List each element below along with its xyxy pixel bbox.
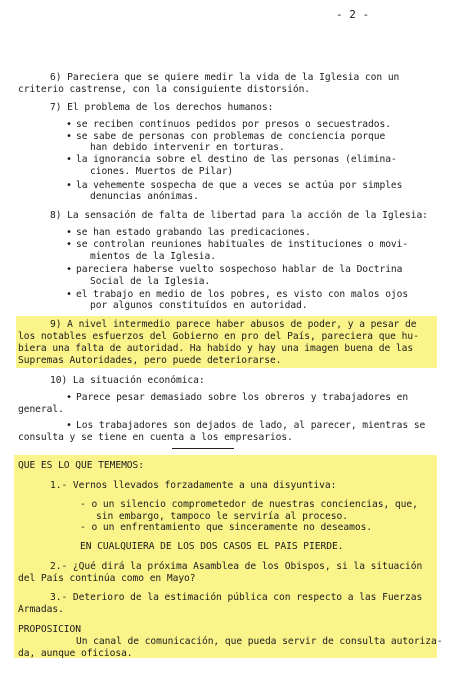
fears-sub-1-cont: sin embargo, tampoco le serviría al proceso. [96, 511, 348, 522]
s7-bullet-4: • la vehemente sospecha de que a veces se actúa por simples [76, 180, 402, 192]
s9-line-2: los notables esfuerzos del Gobierno en pro del País, pareciera que hu- [18, 331, 419, 342]
proposal-line-1: Un canal de comunicación, que pueda servir de consulta autoriza- [76, 636, 443, 647]
s8-bullet-4-cont: por algunos constituídos en autoridad. [90, 300, 308, 311]
fears-item-2-cont: del País continúa como en Mayo? [18, 573, 196, 584]
s10-bullet-1: • Parece pesar demasiado sobre los obreros y trabajadores en [76, 392, 408, 404]
s7-bullet-3: • la ignorancia sobre el destino de las personas (elimina- [76, 154, 397, 166]
s9-line-4: Supremas Autoridades, pero puede deteriorarse. [18, 355, 282, 366]
fears-heading: QUE ES LO QUE TEMEMOS: [18, 460, 144, 471]
fears-sub-1: - o un silencio comprometedor de nuestras conciencias, que, [80, 499, 418, 510]
s8-bullet-2: • se controlan reuniones habituales de instituciones o movi- [76, 239, 408, 251]
proposal-line-2: da, aunque oficiosa. [18, 648, 133, 659]
s10-bullet-2-cont: consulta y se tiene en cuenta a los empresarios. [18, 432, 293, 443]
s10-heading: 10) La situación económica: [50, 375, 205, 386]
s7-heading: 7) El problema de los derechos humanos: [50, 102, 274, 113]
s6-line-2: criterio castrense, con la consiguiente distorsión. [18, 84, 311, 95]
s10-bullet-1-cont: general. [18, 404, 64, 415]
fears-sub-2: - o un enfrentamiento que sinceramente no deseamos. [80, 522, 373, 533]
s8-bullet-3: • pareciera haberse vuelto sospechoso hablar de la Doctrina [76, 264, 402, 276]
s9-line-1: 9) A nivel intermedio parece haber abusos de poder, y a pesar de [50, 319, 417, 330]
fears-caps-line: EN CUALQUIERA DE LOS DOS CASOS EL PAIS PIERDE. [80, 541, 344, 552]
fears-item-3: 3.- Deterioro de la estimación pública con respecto a las Fuerzas [50, 592, 423, 603]
fears-item-3-cont: Armadas. [18, 604, 64, 615]
s9-line-3: biera una falta de autoridad. Ha habido y hay una imagen buena de las [18, 343, 414, 354]
s8-bullet-1: • se han estado grabando las predicaciones. [76, 227, 311, 239]
fears-item-2: 2.- ¿Qué dirá la próxima Asamblea de los Obispos, si la situación [50, 561, 423, 572]
s8-bullet-4: • el trabajo en medio de los pobres, es visto con malos ojos [76, 289, 408, 301]
s7-bullet-1: • se reciben continuos pedidos por presos o secuestrados. [76, 119, 391, 131]
fears-item-1: 1.- Vernos llevados forzadamente a una disyuntiva: [50, 480, 337, 491]
s10-bullet-2: • Los trabajadores son dejados de lado, al parecer, mientras se [76, 420, 425, 432]
proposal-heading: PROPOSICION [18, 624, 81, 635]
page-number: - 2 - [336, 8, 370, 21]
section-divider [172, 448, 234, 449]
s7-bullet-3-cont: ciones. Muertos de Pilar) [90, 166, 234, 177]
s8-heading: 8) La sensación de falta de libertad para la acción de la Iglesia: [50, 210, 428, 221]
s7-bullet-2-cont: han debido intervenir en torturas. [90, 142, 285, 153]
s7-bullet-4-cont: denuncias anónimas. [90, 191, 199, 202]
s7-bullet-2: • se sabe de personas con problemas de conciencia porque [76, 131, 385, 143]
s8-bullet-3-cont: Social de la Iglesia. [90, 276, 211, 287]
s6-line-1: 6) Pareciera que se quiere medir la vida de la Iglesia con un [50, 72, 400, 83]
s8-bullet-2-cont: mientos de la Iglesia. [90, 251, 216, 262]
